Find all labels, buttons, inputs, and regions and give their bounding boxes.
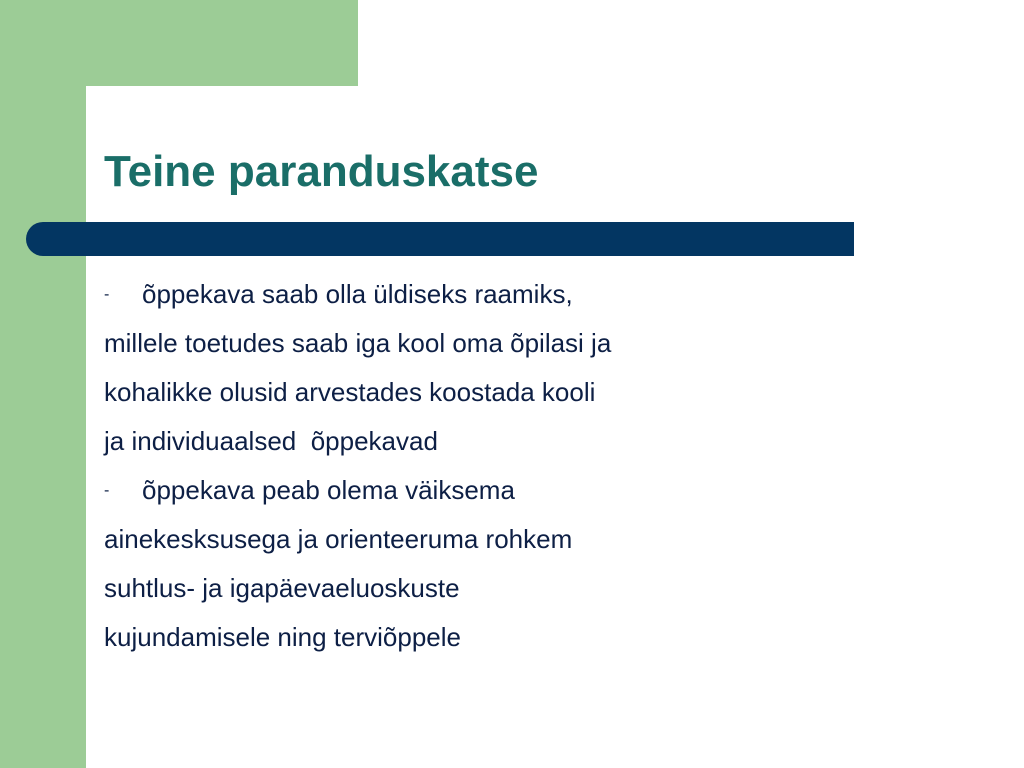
bullet-text: õppekava peab olema väiksema	[142, 475, 515, 505]
body-line: ja individuaalsed õppekavad	[104, 426, 438, 456]
body-line: suhtlus- ja igapäevaeluoskuste	[104, 573, 460, 603]
bullet-line	[104, 466, 984, 515]
slide-title: Teine paranduskatse	[104, 147, 539, 196]
body-line: kohalikke olusid arvestades koostada kooli	[104, 377, 596, 407]
slide-body	[104, 270, 984, 662]
body-line: kujundamisele ning terviõppele	[104, 622, 462, 652]
bullet-dash: -	[104, 482, 110, 499]
body-line: ainekesksusega ja orienteeruma rohkem	[104, 524, 573, 554]
title-divider-bar	[26, 222, 854, 256]
body-line: millele toetudes saab iga kool oma õpilasi ja	[104, 328, 612, 358]
bullet-text: õppekava saab olla üldiseks raamiks,	[142, 279, 573, 309]
bullet-dash: -	[104, 286, 110, 303]
bullet-line	[104, 270, 984, 319]
green-top-block	[0, 0, 358, 86]
green-side-bar	[0, 0, 86, 768]
